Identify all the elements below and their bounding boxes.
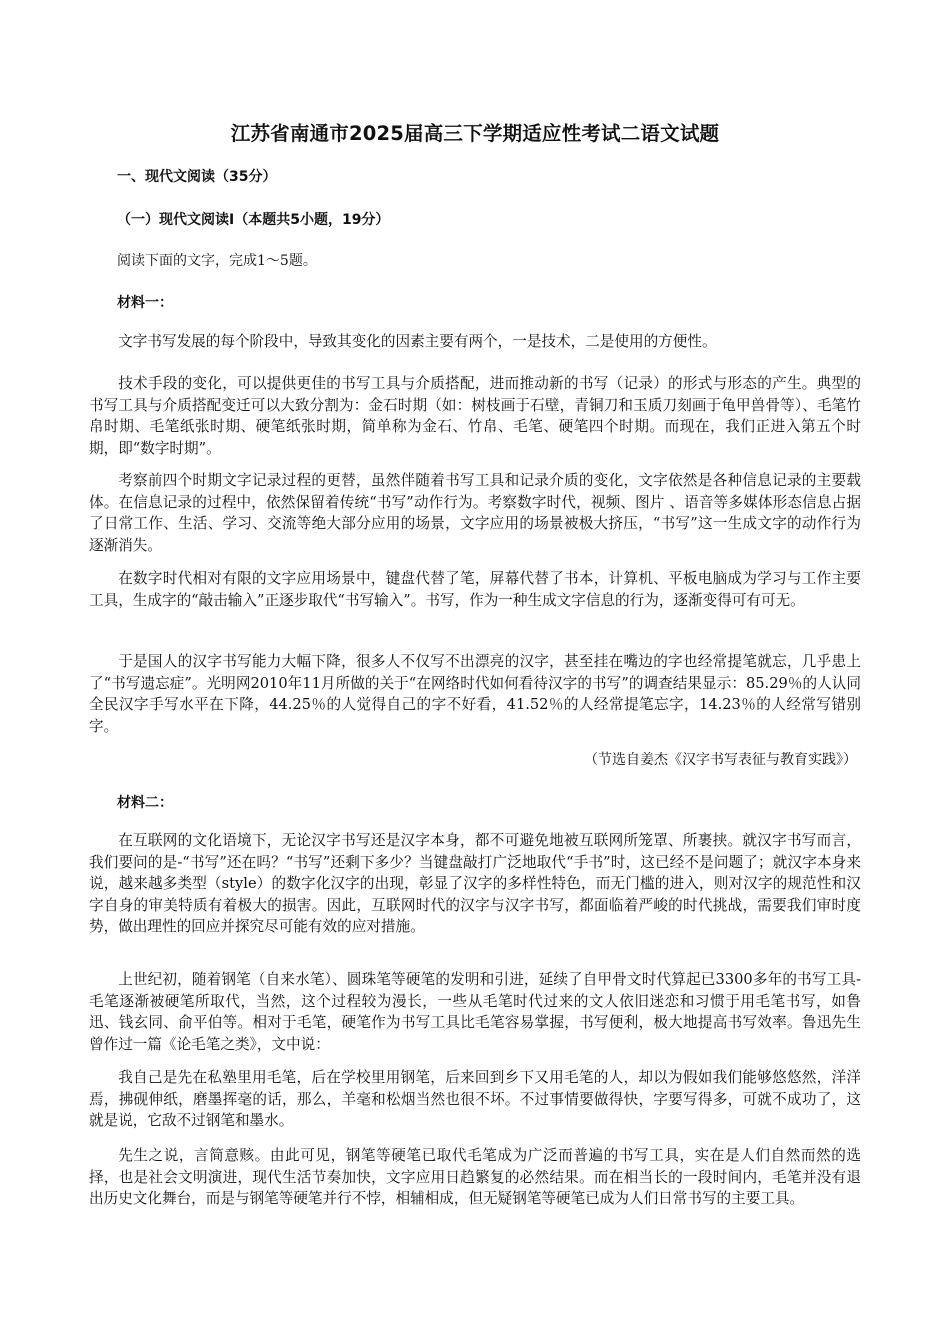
material-one-label: 材料一： bbox=[117, 295, 173, 311]
material-two-paragraph: 在互联网的文化语境下，无论汉字书写还是汉字本身，都不可避免地被互联网所笼罩、所裹挟。就汉字书写而言，我们要问的是-“书写”还在吗？“书写”还剩下多少？当键盘敲打广泛地取代“手书”时，这已经不是问题了；就汉字本身来说，越来越多类型（style）的数字化汉字的出现，彰显了汉字的多样性特色，而无门槛的进入，则对汉字的规范性和汉字自身的审美特质有着极大的损害。因此，互联网时代的汉字与汉字书写，都面临着严峻的时代挑战，需要我们审时度势，做出理性的回应并探究尽可能有效的应对措施。 bbox=[89, 832, 861, 936]
quoted-passage: 我自己是先在私塾里用毛笔，后在学校里用钢笔，后来回到乡下又用毛笔的人，却以为假如我们能够悠悠然，洋洋焉，拂砚伸纸，磨墨挥毫的话，那么，羊毫和松烟当然也很不坏。不过事情要做得快，字要写得多，可就不成功了，这就是说，它敌不过钢笔和墨水。 bbox=[89, 1069, 861, 1130]
subsection-heading: （一）现代文阅读Ⅰ（本题共5小题，19分） bbox=[117, 212, 390, 228]
material-one-paragraph: 考察前四个时期文字记录过程的更替，虽然伴随着书写工具和记录介质的变化，文字依然是各种信息记录的主要载体。在信息记录的过程中，依然保留着传统“书写”动作行为。考察数字时代，视频、图片 、语音等多媒体形态信息占据了日常工作、生活、学习、交流等绝大部分应用的场景，文字应用的场景被极大挤压，“书写”这一生成文字的动作行为逐渐消失。 bbox=[89, 472, 861, 554]
instruction-text: 阅读下面的文字，完成1～5题。 bbox=[117, 253, 317, 269]
material-two-paragraph: 上世纪初，随着钢笔（自来水笔）、圆珠笔等硬笔的发明和引进，延续了自甲骨文时代算起已3300多年的书写工具-毛笔逐渐被硬笔所取代，当然，这个过程较为漫长，一些从毛笔时代过来的文人依旧迷恋和习惯于用毛笔书写，如鲁迅、钱玄同、俞平伯等。相对于毛笔，硬笔作为书写工具比毛笔容易掌握，书写便利，极大地提高书写效率。鲁迅先生曾作过一篇《论毛笔之类》，文中说： bbox=[89, 971, 861, 1053]
material-one-paragraph: 于是国人的汉字书写能力大幅下降，很多人不仅写不出漂亮的汉字，甚至挂在嘴边的字也经常提笔就忘，几乎患上了“书写遗忘症”。光明网2010年11月所做的关于“在网络时代如何看待汉字的书写”的调查结果显示：85.29％的人认同全民汉字手写水平在下降，44.25％的人觉得自己的字不好看，41.52％的人经常提笔忘字，14.23％的人经常写错别字。 bbox=[89, 653, 861, 735]
material-two-paragraph: 先生之说，言简意赅。由此可见，钢笔等硬笔已取代毛笔成为广泛而普遍的书写工具，实在是人们自然而然的选择，也是社会文明演进，现代生活节奏加快，文字应用日趋繁复的必然结果。而在相当长的一段时间内，毛笔并没有退出历史文化舞台，而是与钢笔等硬笔并行不悖，相辅相成，但无疑钢笔等硬笔已成为人们日常书写的主要工具。 bbox=[89, 1147, 861, 1208]
material-two-label: 材料二： bbox=[117, 795, 173, 811]
material-one-paragraph: 技术手段的变化，可以提供更佳的书写工具与介质搭配，进而推动新的书写（记录）的形式与形态的产生。典型的书写工具与介质搭配变迁可以大致分割为：金石时期（如：树枝画于石壁，青铜刀和玉质刀刻画于龟甲兽骨等）、毛笔竹帛时期、毛笔纸张时期、硬笔纸张时期，简单称为金石、竹帛、毛笔、硬笔四个时期。而现在，我们正进入第五个时期，即“数字时期”。 bbox=[89, 375, 861, 457]
material-one-paragraph: 文字书写发展的每个阶段中，导致其变化的因素主要有两个，一是技术，二是使用的方便性。 bbox=[118, 333, 717, 350]
page-title: 江苏省南通市2025届高三下学期适应性考试二语文试题 bbox=[230, 122, 720, 145]
section-heading: 一、现代文阅读（35分） bbox=[117, 169, 277, 185]
material-one-paragraph: 在数字时代相对有限的文字应用场景中，键盘代替了笔，屏幕代替了书本，计算机、平板电脑成为学习与工作主要工具，生成字的“敲击输入”正逐步取代“书写输入”。书写，作为一种生成文字信息的行为，逐渐变得可有可无。 bbox=[89, 570, 861, 609]
material-one-source: （节选自姜杰《汉字书写表征与教育实践》） bbox=[584, 752, 857, 768]
